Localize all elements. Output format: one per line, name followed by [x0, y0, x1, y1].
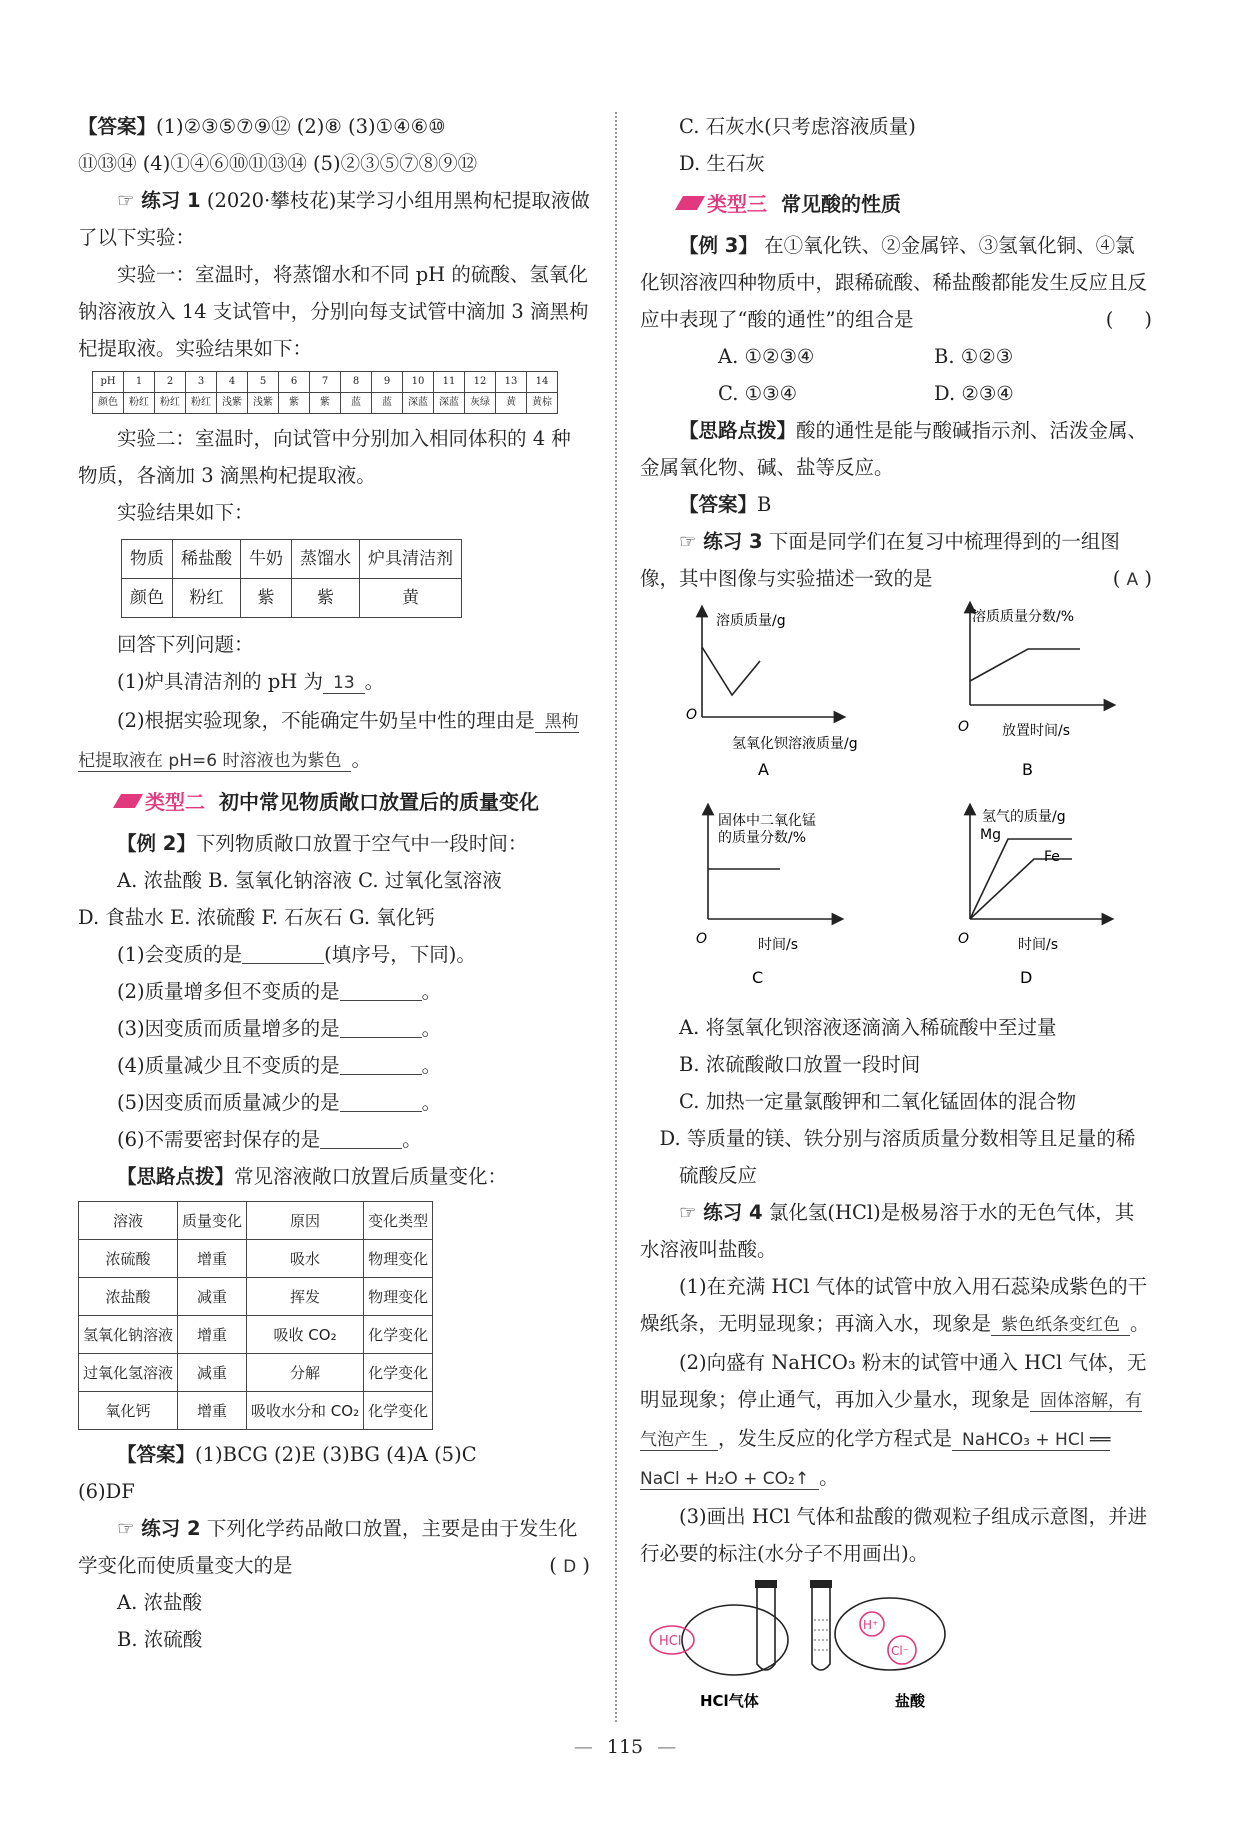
question-1: (1)炉具清洁剂的 pH 为 13 。: [117, 670, 385, 693]
x-axis-label: 时间/s: [1018, 937, 1059, 953]
table-cell: 紫: [310, 393, 341, 414]
graph-set: [640, 597, 1152, 1145]
table-cell: 粉红: [186, 393, 217, 414]
sub-question-5: (5)因变质而质量减少的是 。: [117, 1091, 442, 1114]
exercise-1: ☞ 练习 1 (2020·攀枝花)某学习小组用黑枸杞提取液做了以下实验：: [78, 189, 590, 249]
series-line: [702, 647, 760, 695]
y-axis-label: 固体中二氧化锰: [718, 813, 816, 829]
particle-svg: [640, 1572, 1152, 1722]
table-cell: 增重: [178, 1240, 247, 1278]
table-cell: 颜色: [122, 579, 173, 618]
table-cell: 物质: [122, 540, 173, 579]
graph-c: [696, 809, 838, 987]
table-cell: 变化类型: [364, 1202, 433, 1240]
option-c: C. 石灰水(只考虑溶液质量): [679, 115, 916, 138]
option-d: D. 生石灰: [679, 152, 765, 175]
table-cell: 减重: [178, 1354, 247, 1392]
option-b: B. 浓硫酸敞口放置一段时间: [679, 1053, 921, 1076]
table-cell: 紫: [279, 393, 310, 414]
hydrochloric-acid-bubble: [835, 1598, 945, 1670]
blank: [340, 1092, 422, 1113]
graph-letter: A: [758, 760, 769, 779]
table-cell: 增重: [178, 1392, 247, 1430]
blank: [340, 1018, 422, 1039]
table-cell: 化学变化: [364, 1354, 433, 1392]
fe-label: Fe: [1044, 849, 1060, 865]
ex4-question-2: (2)向盛有 NaHCO₃ 粉末的试管中通入 HCl 气体，无明显现象；停止通气，再加入少量水，现象是 固体溶解，有气泡产生 ，发生反应的化学方程式是 NaHCO₃ + HCl ══ NaCl + H₂O + CO₂↑ 。: [640, 1351, 1147, 1489]
color-row: [93, 393, 558, 414]
test-tube-acid: [810, 1580, 832, 1670]
table-cell: 4: [217, 372, 248, 393]
table-cell: 7: [310, 372, 341, 393]
table-cell: 吸水: [247, 1240, 364, 1278]
table-cell: 深蓝: [403, 393, 434, 414]
table-cell: 5: [248, 372, 279, 393]
answer-3: 【答案】B: [679, 493, 772, 516]
left-column: [78, 108, 590, 1658]
option-c: C. 加热一定量氯酸钾和二氧化锰固体的混合物: [679, 1090, 1077, 1113]
sub-question-6: (6)不需要密封保存的是 。: [117, 1128, 422, 1151]
table-cell: 分解: [247, 1354, 364, 1392]
origin-label: O: [686, 707, 698, 723]
test-tube-gas: [755, 1580, 777, 1670]
table-cell: 粉红: [173, 579, 241, 618]
mg-label: Mg: [980, 827, 1001, 843]
table-body: [79, 1240, 433, 1430]
y-axis-label: 溶质质量/g: [716, 613, 786, 629]
example-3-options-ab: A. ①②③④ B. ①②③: [718, 345, 1014, 368]
answer-value: A: [1126, 570, 1139, 590]
table-cell: 黄: [360, 579, 462, 618]
ex4-question-1: (1)在充满 HCl 气体的试管中放入用石蕊染成紫色的干燥纸条，无明显现象；再滴入水，现象是 紫色纸条变红色 。: [640, 1275, 1150, 1335]
table-cell: 挥发: [247, 1278, 364, 1316]
equation-answer: NaHCO₃ + HCl ══ NaCl + H₂O + CO₂↑: [640, 1430, 1111, 1489]
table-cell: 化学变化: [364, 1316, 433, 1354]
table-cell: 物理变化: [364, 1240, 433, 1278]
table-cell: 深蓝: [434, 393, 465, 414]
option-a: A. 将氢氧化钡溶液逐滴滴入稀硫酸中至过量: [679, 1016, 1057, 1039]
table-cell: 溶液: [79, 1202, 178, 1240]
table-cell: 稀盐酸: [173, 540, 241, 579]
table-row: [79, 1316, 433, 1354]
table-cell: 浓硫酸: [79, 1240, 178, 1278]
exercise-4: ☞ 练习 4 氯化氢(HCl)是极易溶于水的无色气体，其水溶液叫盐酸。: [640, 1201, 1135, 1261]
origin-label: O: [696, 931, 708, 947]
table-cell: 原因: [247, 1202, 364, 1240]
table-cell: 物理变化: [364, 1278, 433, 1316]
sub-question-4: (4)质量减少且不变质的是 。: [117, 1054, 442, 1077]
substance-color-table: [121, 539, 462, 618]
table-cell: 12: [465, 372, 496, 393]
section-type-2: [78, 784, 590, 821]
option-b: B. 浓硫酸: [117, 1628, 203, 1651]
table-cell: 蒸馏水: [292, 540, 360, 579]
hint-2: 【思路点拨】常见溶液敞口放置后质量变化：: [117, 1165, 508, 1188]
answer-2: 【答案】(1)BCG (2)E (3)BG (4)A (5)C: [117, 1443, 477, 1466]
table-cell: 黄: [496, 393, 527, 414]
answer-2-cont: (6)DF: [78, 1480, 135, 1503]
blank: [340, 981, 422, 1002]
table-cell: 9: [372, 372, 403, 393]
y-axis-label: 氢气的质量/g: [982, 809, 1066, 825]
cl-ion-label: Cl⁻: [891, 1644, 910, 1658]
page-footer: — 115 —: [573, 1736, 677, 1758]
table-cell: 灰绿: [465, 393, 496, 414]
graph-a: [686, 611, 858, 779]
table-cell: 化学变化: [364, 1392, 433, 1430]
gas-caption: HCl气体: [700, 1692, 759, 1710]
table-cell: 吸收水分和 CO₂: [247, 1392, 364, 1430]
table-cell: 增重: [178, 1316, 247, 1354]
particle-diagram: [640, 1572, 1152, 1732]
exercise-2: ☞ 练习 2 下列化学药品敞口放置，主要是由于发生化学变化而使质量变大的是 ( D ): [78, 1517, 590, 1577]
exercise-3: ☞ 练习 3 下面是同学们在复习中梳理得到的一组图像，其中图像与实验描述一致的是 ( A ): [640, 530, 1152, 590]
table-header: [79, 1202, 433, 1240]
table-cell: 牛奶: [241, 540, 292, 579]
section-title: 初中常见物质敞口放置后的质量变化: [219, 790, 539, 814]
answer-1: 【答案】(1)②③⑤⑦⑨⑫ (2)⑧ (3)①④⑥⑩: [78, 115, 446, 138]
table-cell: 6: [279, 372, 310, 393]
sub-question-1: (1)会变质的是 (填序号，下同)。: [117, 943, 476, 966]
table-cell: 紫: [241, 579, 292, 618]
series-line: [970, 649, 1080, 681]
x-axis-label: 放置时间/s: [1002, 723, 1071, 739]
graph-letter: D: [1020, 968, 1033, 987]
column-divider: [615, 112, 617, 1722]
section-tag: 类型二: [117, 784, 205, 821]
table-row: [79, 1392, 433, 1430]
experiment-2-text: 实验二：室温时，向试管中分别加入相同体积的 4 种物质，各滴加 3 滴黑枸杞提取液。: [78, 427, 571, 487]
section-title: 常见酸的性质: [781, 192, 901, 216]
section-tag: 类型三: [679, 186, 767, 223]
hcl-molecule-label: HCl: [659, 1634, 682, 1649]
y-axis-label: 的质量分数/%: [718, 830, 807, 846]
table-cell: 8: [341, 372, 372, 393]
ph-row: [93, 372, 558, 393]
sub-question-3: (3)因变质而质量增多的是 。: [117, 1017, 442, 1040]
y-axis-label: 溶质质量分数/%: [972, 609, 1075, 625]
answer-prompt: 回答下列问题：: [117, 633, 254, 656]
ex4-question-3: (3)画出 HCl 气体和盐酸的微观粒子组成示意图，并进行必要的标注(水分子不用画出)。: [640, 1505, 1148, 1565]
answer-value: 黑枸杞提取液在 pH=6 时溶液也为紫色: [78, 712, 579, 771]
table-cell: 粉红: [124, 393, 155, 414]
graph-letter: C: [752, 968, 764, 987]
hint-3: 【思路点拨】酸的通性是能与酸碱指示剂、活泼金属、金属氧化物、碱、盐等反应。: [640, 419, 1148, 479]
table-cell: 浅紫: [248, 393, 279, 414]
hcl-gas-bubble: [650, 1605, 788, 1675]
table-cell: 蓝: [372, 393, 403, 414]
table-row: [79, 1354, 433, 1392]
ph-color-table: [92, 371, 558, 414]
table-row: [79, 1240, 433, 1278]
origin-label: O: [958, 719, 970, 735]
table-cell: 减重: [178, 1278, 247, 1316]
example-2-options-2: D. 食盐水 E. 浓硫酸 F. 石灰石 G. 氧化钙: [78, 906, 435, 929]
x-axis-label: 氢氧化钡溶液质量/g: [732, 736, 858, 752]
graph-b: [958, 607, 1110, 779]
table-cell: 质量变化: [178, 1202, 247, 1240]
answer-value: D: [563, 1557, 577, 1577]
answer-1-cont: ⑪⑬⑭ (4)①④⑥⑩⑪⑬⑭ (5)②③⑤⑦⑧⑨⑫: [78, 152, 478, 175]
table-cell: 浓盐酸: [79, 1278, 178, 1316]
table-cell: 13: [496, 372, 527, 393]
table-cell: 浅紫: [217, 393, 248, 414]
answer-value: 固体溶解，有气泡产生: [640, 1391, 1143, 1450]
graph-d: [958, 809, 1108, 987]
table-row: [122, 579, 462, 618]
origin-label: O: [958, 931, 970, 947]
table-cell: 紫: [292, 579, 360, 618]
table-row: [122, 540, 462, 579]
experiment-2-result: 实验结果如下：: [117, 501, 254, 524]
page-number: 115: [606, 1736, 644, 1758]
option-a: A. 浓盐酸: [117, 1591, 202, 1614]
table-cell: 3: [186, 372, 217, 393]
graph-letter: B: [1022, 760, 1033, 779]
mass-change-table: [78, 1201, 433, 1430]
table-cell: 黄棕: [527, 393, 558, 414]
right-column: [640, 108, 1152, 1732]
table-cell: 过氧化氢溶液: [79, 1354, 178, 1392]
table-cell: 粉红: [155, 393, 186, 414]
example-3-options-cd: C. ①③④ D. ②③④: [718, 382, 1014, 405]
table-cell: 吸收 CO₂: [247, 1316, 364, 1354]
section-type-3: [640, 186, 1152, 223]
table-cell: 11: [434, 372, 465, 393]
experiment-1-text: 实验一：室温时，将蒸馏水和不同 pH 的硫酸、氢氧化钠溶液放入 14 支试管中，分别向每支试管中滴加 3 滴黑枸杞提取液。实验结果如下：: [78, 263, 589, 360]
blank: [340, 1055, 422, 1076]
acid-caption: 盐酸: [895, 1692, 926, 1710]
table-cell: 2: [155, 372, 186, 393]
option-d: D. 等质量的镁、铁分别与溶质质量分数相等且足量的稀硫酸反应: [659, 1127, 1136, 1187]
blank: [242, 944, 324, 965]
table-cell: pH: [93, 372, 124, 393]
answer-value: 13: [323, 673, 365, 694]
table-cell: 氢氧化钠溶液: [79, 1316, 178, 1354]
example-3: 【例 3】 在①氧化铁、②金属锌、③氢氧化铜、④氯化钡溶液四种物质中，跟稀硫酸、稀盐酸都能发生反应且反应中表现了“酸的通性”的组合是 ( ): [640, 234, 1152, 331]
table-cell: 炉具清洁剂: [360, 540, 462, 579]
example-2: 【例 2】下列物质敞口放置于空气中一段时间：: [117, 832, 528, 855]
x-axis-label: 时间/s: [758, 937, 799, 953]
blank: [320, 1129, 402, 1150]
table-cell: 氧化钙: [79, 1392, 178, 1430]
question-2: (2)根据实验现象，不能确定牛奶呈中性的理由是 黑枸杞提取液在 pH=6 时溶液也为紫色 。: [78, 709, 579, 771]
graphs-svg: [640, 597, 1152, 1145]
table-cell: 蓝: [341, 393, 372, 414]
answer-value: 紫色纸条变红色: [991, 1315, 1130, 1336]
table-row: [79, 1278, 433, 1316]
sub-question-2: (2)质量增多但不变质的是 。: [117, 980, 442, 1003]
example-2-options: A. 浓盐酸 B. 氢氧化钠溶液 C. 过氧化氢溶液: [117, 869, 502, 892]
table-cell: 10: [403, 372, 434, 393]
series-line-fe: [970, 859, 1072, 919]
table-cell: 颜色: [93, 393, 124, 414]
table-cell: 14: [527, 372, 558, 393]
table-cell: 1: [124, 372, 155, 393]
h-ion-label: H⁺: [863, 1618, 879, 1632]
